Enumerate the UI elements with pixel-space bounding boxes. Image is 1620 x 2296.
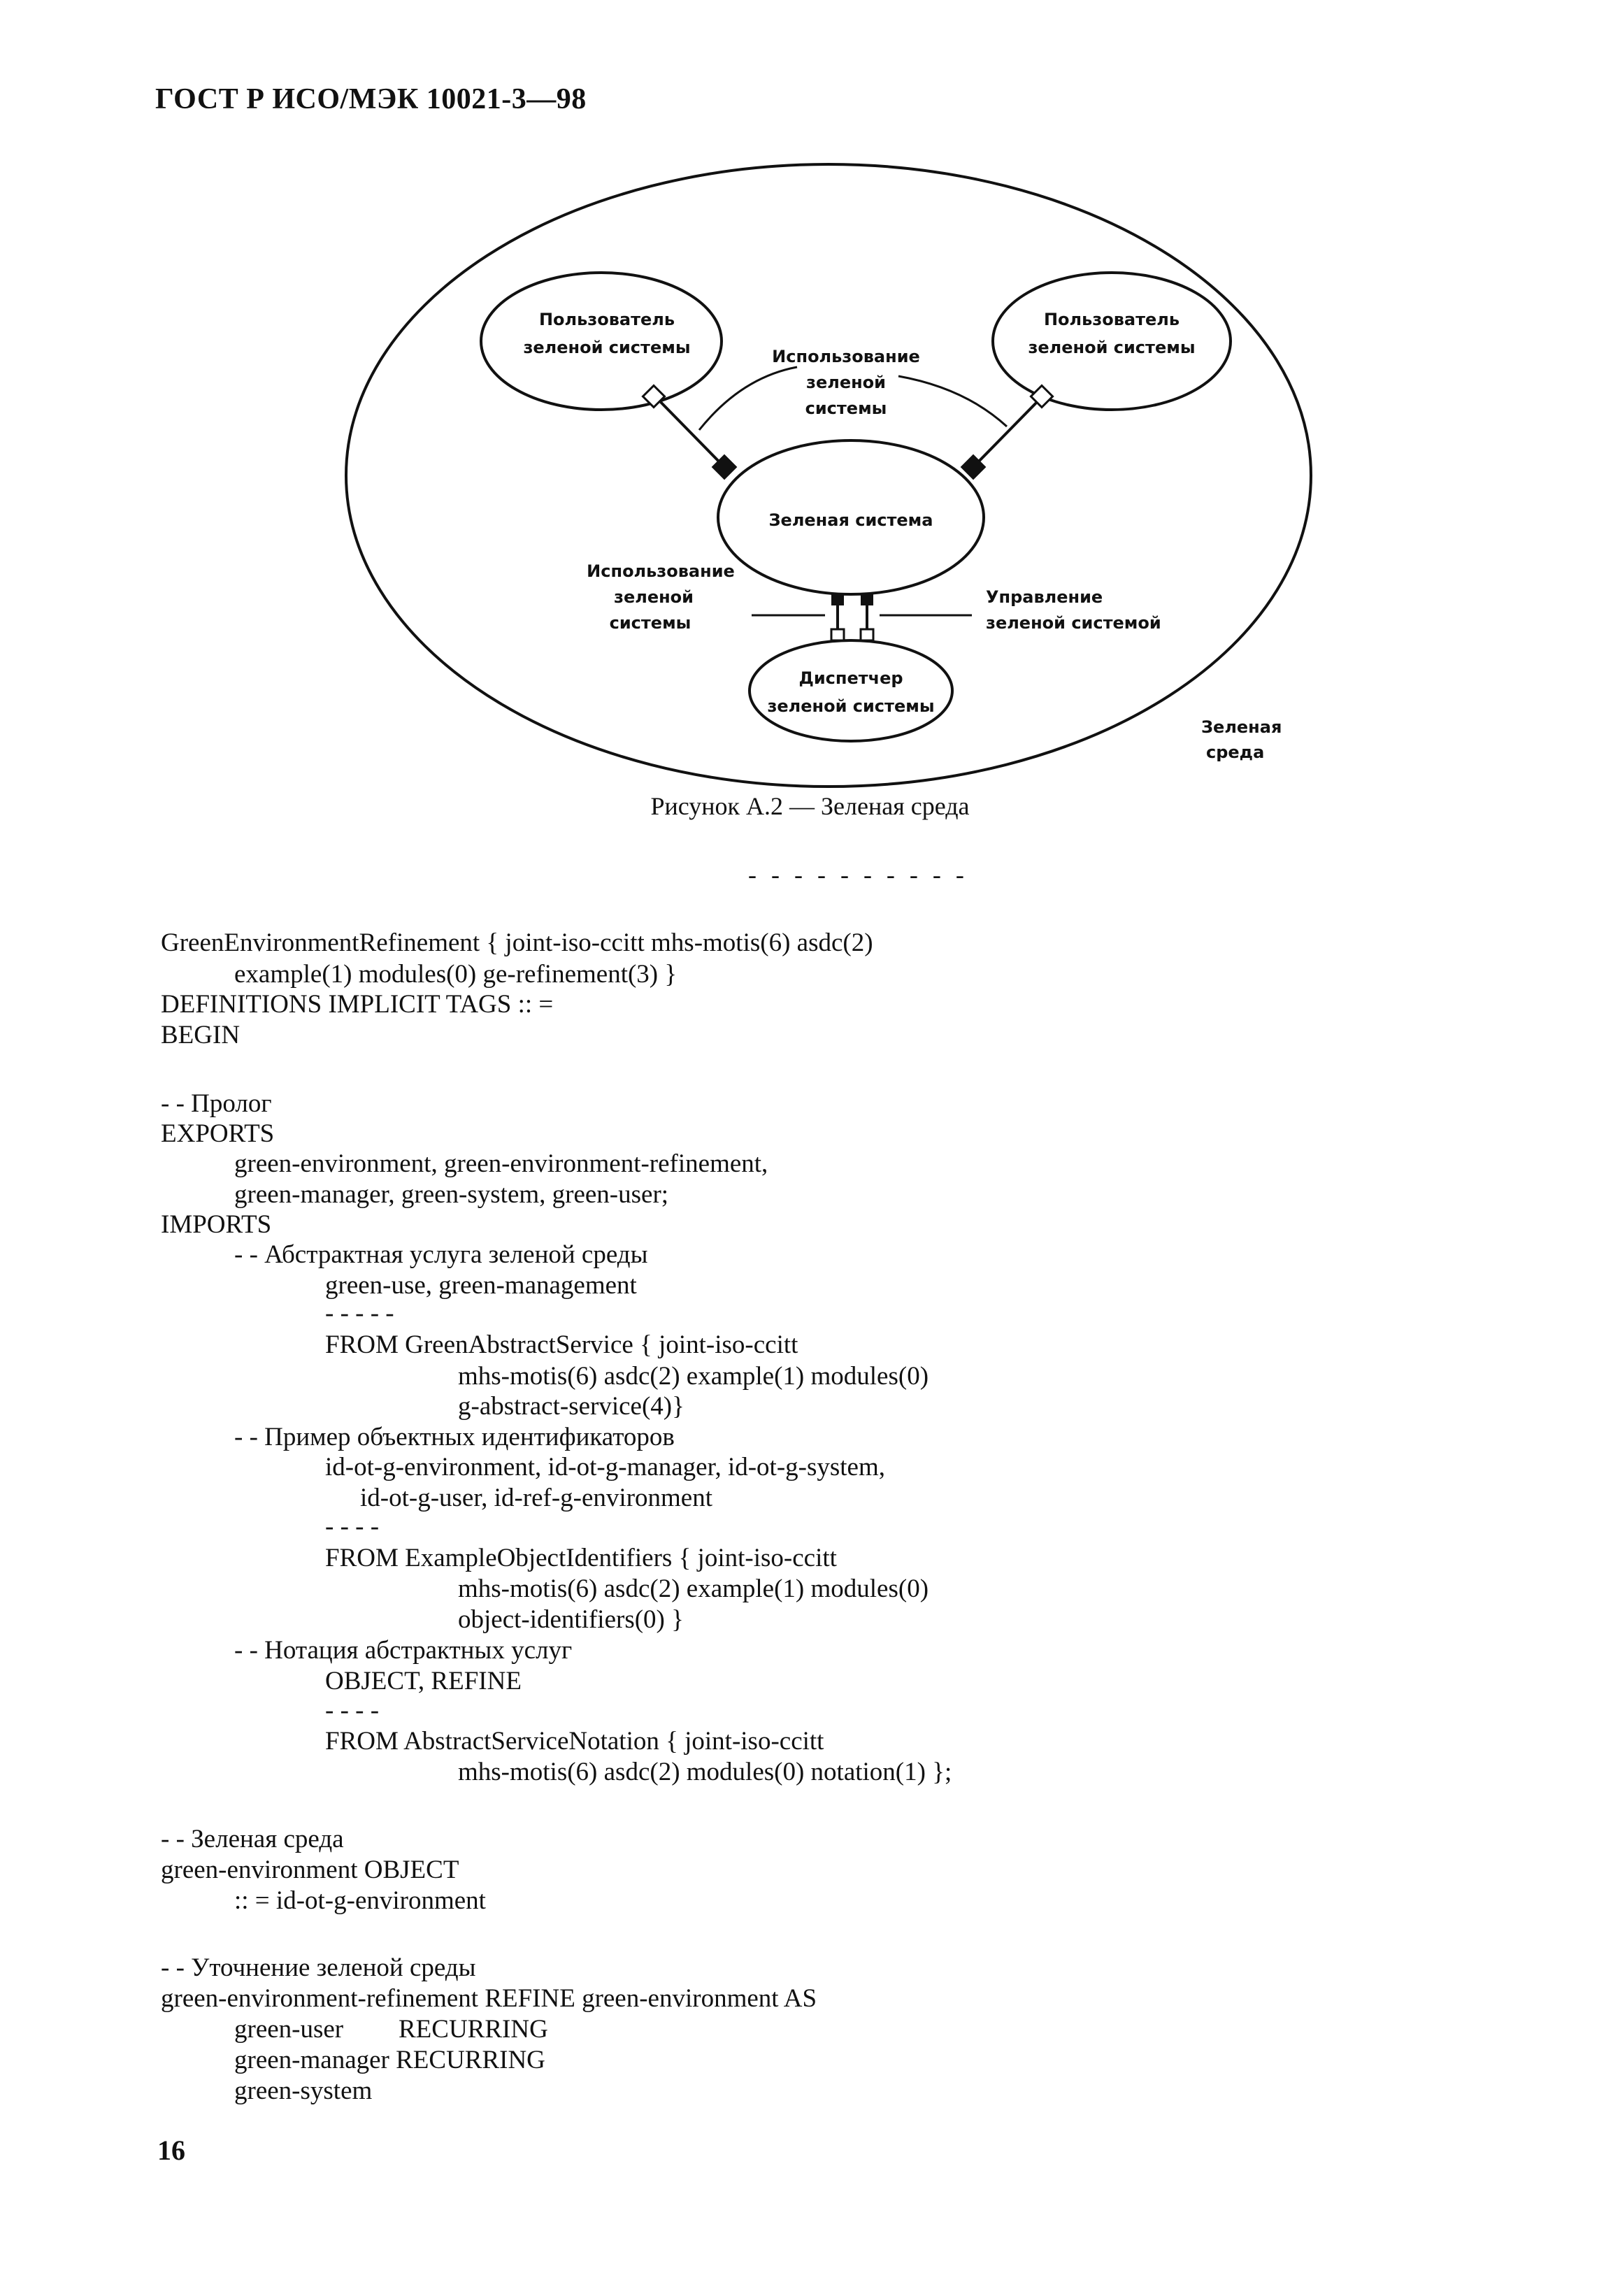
figure-caption: Рисунок А.2 — Зеленая среда — [650, 792, 970, 820]
code-line: mhs-motis(6) asdc(2) modules(0) notation(1) }; — [458, 1758, 952, 1786]
use-top-label-2: зеленой — [806, 373, 886, 392]
code-line: mhs-motis(6) asdc(2) example(1) modules(0) — [458, 1574, 929, 1603]
separator: - - - - - - - - - - — [748, 861, 968, 889]
code-line: id-ot-g-user, id-ref-g-environment — [360, 1484, 712, 1512]
env-label-1: Зеленая — [1201, 717, 1282, 737]
code-line: - - Зеленая среда — [161, 1825, 344, 1853]
code-line: example(1) modules(0) ge-refinement(3) } — [234, 960, 678, 989]
manager-label-1: Диспетчер — [798, 668, 903, 688]
connector-left — [656, 397, 724, 467]
user-right-label-1: Пользователь — [1043, 310, 1180, 329]
code-line: object-identifiers(0) } — [458, 1605, 684, 1634]
code-line: IMPORTS — [161, 1210, 272, 1239]
code-line: :: = id-ot-g-environment — [234, 1886, 486, 1915]
code-line: - - Пример объектных идентификаторов — [234, 1423, 675, 1451]
code-line: green-manager, green-system, green-user; — [234, 1180, 669, 1209]
green-environment-diagram — [0, 0, 1620, 790]
code-line: green-user — [234, 2015, 344, 2044]
code-line: FROM ExampleObjectIdentifiers { joint-iso-ccitt — [325, 1544, 837, 1572]
code-line: - - Уточнение зеленой среды — [161, 1953, 476, 1982]
use-top-label-3: системы — [805, 399, 887, 418]
mgmt-label-1: Управление — [986, 587, 1103, 607]
code-line: FROM AbstractServiceNotation { joint-iso-ccitt — [325, 1727, 824, 1756]
code-line: OBJECT, REFINE — [325, 1667, 522, 1695]
use-arc-top-right — [898, 376, 1007, 426]
code-line: green-manager RECURRING — [234, 2046, 545, 2074]
code-line: green-environment OBJECT — [161, 1856, 459, 1884]
code-line: - - Абстрактная услуга зеленой среды — [234, 1240, 648, 1269]
use-left-label-3: системы — [609, 613, 691, 633]
code-line: green-environment-refinement REFINE green-environment AS — [161, 1984, 817, 2013]
code-line: EXPORTS — [161, 1119, 275, 1148]
user-left-label-2: зеленой системы — [523, 338, 691, 357]
code-line: - - - - — [325, 1512, 380, 1541]
use-left-label-1: Использование — [587, 561, 735, 581]
code-line: - - - - — [325, 1696, 380, 1725]
document-header: ГОСТ Р ИСО/МЭК 10021-3—98 — [155, 83, 587, 115]
code-line: id-ot-g-environment, id-ot-g-manager, id-ot-g-system, — [325, 1453, 885, 1481]
code-line: - - Пролог — [161, 1089, 272, 1118]
use-arc-top — [699, 367, 797, 430]
environment-ellipse — [346, 164, 1311, 787]
code-keyword: RECURRING — [399, 2015, 548, 2044]
port-filled-mgr-1 — [831, 593, 844, 605]
code-line: GreenEnvironmentRefinement { joint-iso-ccitt mhs-motis(6) asdc(2) — [161, 928, 873, 957]
mgmt-label-2: зеленой системой — [986, 613, 1161, 633]
user-right-label-2: зеленой системы — [1028, 338, 1196, 357]
manager-ellipse — [750, 640, 952, 741]
code-line: - - - - - — [325, 1299, 394, 1328]
code-line: DEFINITIONS IMPLICIT TAGS :: = — [161, 990, 554, 1019]
port-filled-mgr-2 — [861, 593, 873, 605]
manager-label-2: зеленой системы — [767, 696, 935, 716]
code-line: green-environment, green-environment-refinement, — [234, 1149, 768, 1178]
user-left-label-1: Пользователь — [538, 310, 675, 329]
port-open-mgr-1 — [831, 629, 844, 640]
code-line: green-use, green-management — [325, 1271, 637, 1300]
env-label-2: среда — [1206, 742, 1265, 762]
code-line: FROM GreenAbstractService { joint-iso-ccitt — [325, 1330, 798, 1359]
page-number: 16 — [157, 2134, 185, 2166]
port-open-mgr-2 — [861, 629, 873, 640]
code-line: BEGIN — [161, 1021, 241, 1049]
code-line: g-abstract-service(4)} — [458, 1392, 684, 1421]
system-label: Зеленая система — [768, 510, 933, 530]
code-line: mhs-motis(6) asdc(2) example(1) modules(0) — [458, 1362, 929, 1391]
code-line: green-system — [234, 2076, 373, 2105]
use-left-label-2: зеленой — [614, 587, 694, 607]
code-line: - - Нотация абстрактных услуг — [234, 1636, 573, 1665]
use-top-label-1: Использование — [772, 347, 920, 366]
